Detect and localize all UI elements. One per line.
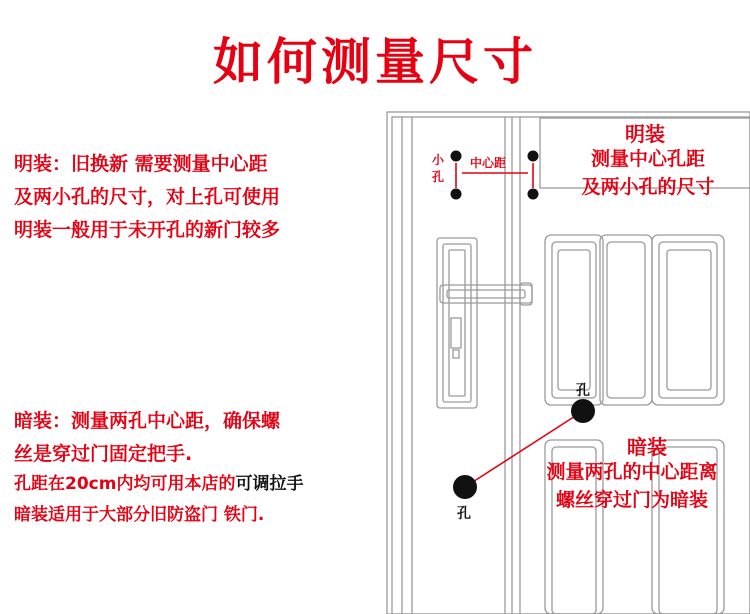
hole-label-bottom: 孔	[457, 506, 471, 522]
concealed-diagram-line-1: 测量两孔的中心距离	[546, 461, 718, 483]
page-title: 如何测量尺寸	[213, 33, 537, 91]
surface-mount-line-3: 明装一般用于未开孔的新门较多	[14, 219, 281, 241]
surface-mount-line-1: 明装：旧换新 需要测量中心距	[14, 153, 268, 175]
concealed-mount-line-2: 丝是穿过门固定把手.	[14, 443, 193, 465]
concealed-mount-line-1: 暗装：测量两孔中心距，确保螺	[14, 410, 281, 432]
surface-mount-diagram-title: 明装	[625, 122, 665, 146]
concealed-mount-note	[14, 469, 303, 531]
surface-mount-description	[14, 148, 280, 247]
surface-diagram-line-2: 及两小孔的尺寸	[581, 176, 715, 198]
concealed-note-line-2: 暗装适用于大部分旧防盗门 铁门.	[14, 505, 265, 525]
small-hole-label: 小 孔	[432, 153, 445, 184]
concealed-mount-diagram-text	[514, 458, 750, 514]
surface-mount-line-2: 及两小孔的尺寸，对上孔可使用	[14, 186, 281, 208]
concealed-note-prefix: 孔距在20cm内均可用本店的	[14, 474, 236, 494]
center-distance-label: 中心距	[470, 156, 507, 170]
concealed-mount-diagram-title: 暗装	[627, 435, 667, 459]
hole-label-top: 孔	[576, 383, 590, 399]
concealed-diagram-line-2: 螺丝穿过门为暗装	[555, 489, 708, 511]
concealed-note-suffix: 可调拉手	[235, 474, 304, 494]
surface-mount-diagram-text	[548, 145, 748, 201]
surface-diagram-line-1: 测量中心孔距	[590, 148, 705, 170]
concealed-mount-description	[14, 405, 280, 471]
